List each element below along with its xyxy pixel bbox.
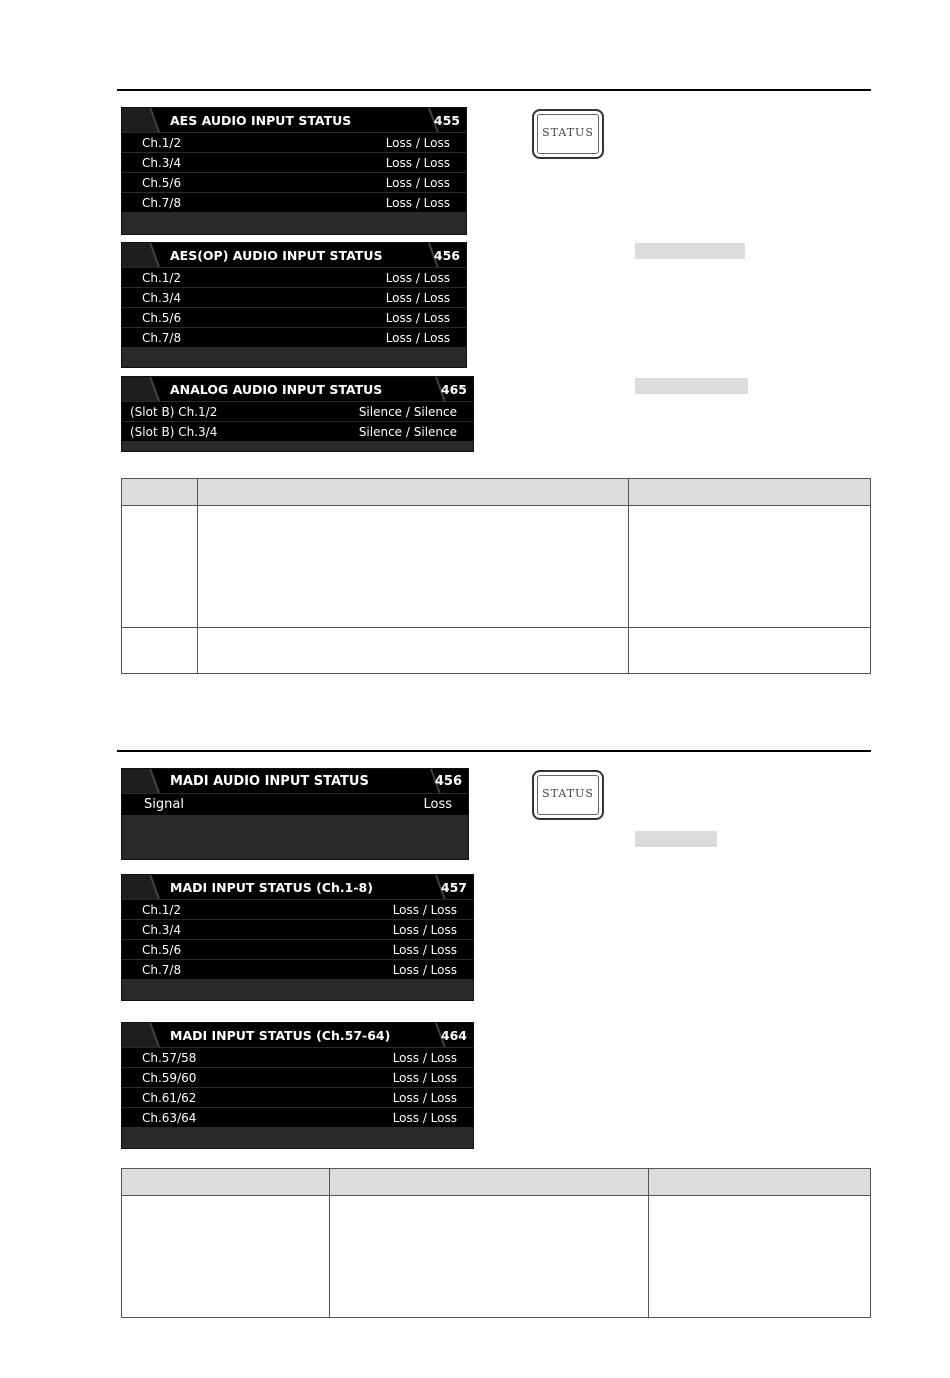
row-label: Ch.5/6 [142,943,182,957]
row-label: Ch.5/6 [142,176,182,190]
panel-header [122,377,473,401]
panel-title: MADI INPUT STATUS (Ch.57-64) [170,1028,391,1043]
section-rule-top [117,89,871,91]
table-madi-status [121,1168,871,1318]
panel-header [122,1023,473,1047]
row-value: Loss / Loss [385,311,450,325]
status-row [122,133,466,152]
status-row [122,794,468,815]
table-row [122,628,871,674]
status-row [122,1088,473,1107]
row-value: Loss / Loss [392,1111,457,1125]
table-cell [122,506,198,628]
status-row [122,960,473,979]
redacted-text-bar [635,243,745,259]
table-header-cell [122,479,198,506]
row-value: Loss / Loss [385,331,450,345]
table-cell [198,628,629,674]
status-button[interactable] [532,770,604,820]
row-value: Loss / Loss [392,1091,457,1105]
table-header-cell [649,1169,871,1196]
redacted-text-bar [635,378,748,394]
madi-input-status-ch57-64-panel [121,1022,474,1149]
status-row [122,900,473,919]
panel-header [122,875,473,899]
status-row [122,422,473,441]
panel-number: 464 [440,1028,467,1043]
panel-number: 456 [433,248,460,263]
table-header-cell [629,479,871,506]
row-label: Ch.7/8 [142,963,182,977]
row-value: Silence / Silence [358,425,457,439]
row-value: Loss / Loss [385,196,450,210]
row-value: Loss / Loss [392,943,457,957]
table-audio-status [121,478,871,674]
row-value: Loss / Loss [385,176,450,190]
table-cell [122,628,198,674]
row-label: (Slot B) Ch.3/4 [130,425,218,439]
row-value: Loss / Loss [385,291,450,305]
status-row [122,153,466,172]
row-label: Ch.1/2 [142,136,182,150]
panel-number: 465 [440,382,467,397]
row-label: Ch.1/2 [142,271,182,285]
status-row [122,920,473,939]
table-header-cell [122,1169,330,1196]
status-row [122,1108,473,1127]
row-value: Loss / Loss [385,271,450,285]
status-row [122,940,473,959]
row-value: Loss / Loss [385,136,450,150]
row-label: Ch.5/6 [142,311,182,325]
panel-header [122,243,466,267]
row-label: Ch.57/58 [142,1051,197,1065]
table-row [122,1196,871,1318]
row-label: Ch.7/8 [142,196,182,210]
panel-title: MADI AUDIO INPUT STATUS [170,774,369,789]
redacted-text-bar [635,831,717,847]
status-button-label: STATUS [542,787,594,800]
status-button[interactable] [532,109,604,159]
row-value: Loss / Loss [392,1051,457,1065]
row-label: Ch.59/60 [142,1071,197,1085]
table-header-row [122,1169,871,1196]
aes-audio-input-status-panel [121,107,467,235]
aes-op-audio-input-status-panel [121,242,467,368]
row-label: Ch.1/2 [142,903,182,917]
row-label: Ch.7/8 [142,331,182,345]
status-row [122,328,466,347]
section-rule-madi [117,750,871,752]
row-label: Signal [144,797,184,812]
row-value: Loss / Loss [392,903,457,917]
analog-audio-input-status-panel [121,376,474,452]
row-label: Ch.3/4 [142,156,182,170]
row-value: Loss / Loss [392,923,457,937]
panel-title: AES(OP) AUDIO INPUT STATUS [170,248,383,263]
table-header-row [122,479,871,506]
status-row [122,1068,473,1087]
row-label: Ch.61/62 [142,1091,197,1105]
table-cell [629,506,871,628]
panel-title: MADI INPUT STATUS (Ch.1-8) [170,880,373,895]
row-value: Silence / Silence [358,405,457,419]
status-row [122,1048,473,1067]
panel-number: 457 [440,880,467,895]
panel-number: 456 [434,774,462,789]
panel-title: AES AUDIO INPUT STATUS [170,113,352,128]
panel-title: ANALOG AUDIO INPUT STATUS [170,382,383,397]
table-cell [198,506,629,628]
row-label: Ch.63/64 [142,1111,197,1125]
row-value: Loss [423,797,452,812]
table-cell [649,1196,871,1318]
status-row [122,268,466,287]
row-label: (Slot B) Ch.1/2 [130,405,218,419]
table-cell [122,1196,330,1318]
table-row [122,506,871,628]
status-row [122,173,466,192]
status-button-label: STATUS [542,126,594,139]
table-cell [629,628,871,674]
status-row [122,402,473,421]
table-cell [330,1196,649,1318]
panel-number: 455 [433,113,460,128]
madi-audio-input-status-panel [121,768,469,860]
table-header-cell [330,1169,649,1196]
row-value: Loss / Loss [392,963,457,977]
row-label: Ch.3/4 [142,291,182,305]
row-value: Loss / Loss [392,1071,457,1085]
madi-input-status-ch1-8-panel [121,874,474,1001]
panel-header [122,108,466,132]
status-row [122,193,466,212]
status-row [122,308,466,327]
status-row [122,288,466,307]
panel-header [122,769,468,793]
row-value: Loss / Loss [385,156,450,170]
row-label: Ch.3/4 [142,923,182,937]
table-header-cell [198,479,629,506]
